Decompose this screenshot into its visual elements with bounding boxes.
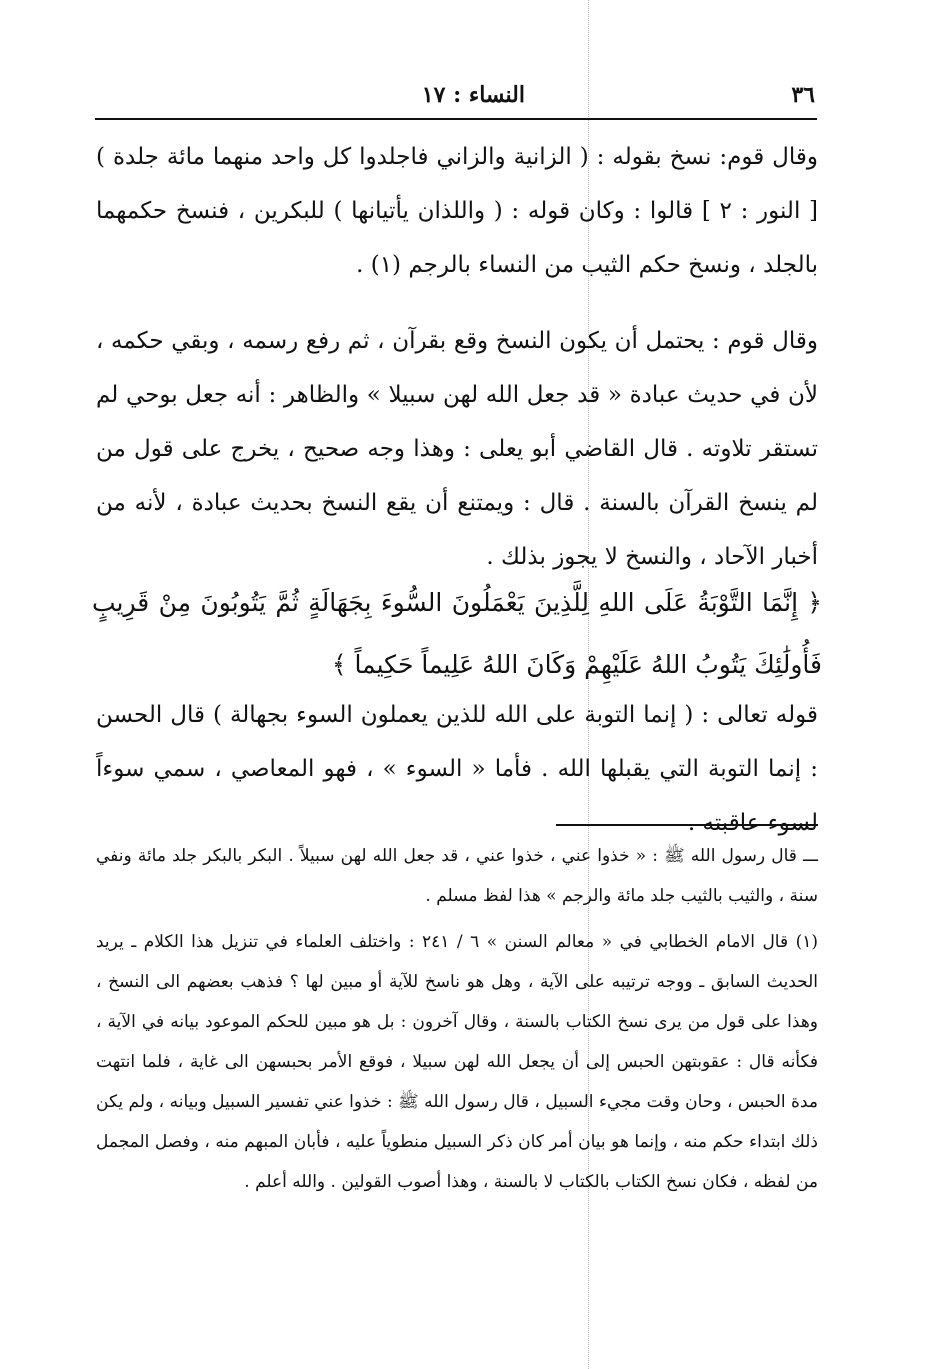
footnote-hadith: ـــ قال رسول الله ﷺ : « خذوا عني ، خذوا عني ، قد جعل الله لهن سبيلاً . البكر بالبكر جلد مائة ونفي سنة ، والثيب بالثيب جلد مائة والرجم » هذا لفظ مسلم . bbox=[96, 846, 818, 906]
main-text bbox=[96, 130, 818, 606]
quran-verse: ﴿ إِنَّمَا التَّوْبَةُ عَلَى اللهِ لِلَّذِينَ يَعْمَلُونَ السُّوءَ بِجَهَالَةٍ ثُمَّ يَتُوبُونَ مِنْ قَرِيبٍ فَأُولَٰئِكَ يَتُوبُ اللهُ عَلَيْهِمْ وَكَانَ اللهُ عَلِيماً حَكِيماً ﴾ bbox=[92, 588, 822, 679]
header-divider bbox=[95, 118, 817, 120]
page-header bbox=[95, 74, 815, 114]
footnote-divider bbox=[556, 824, 818, 826]
footnotes bbox=[96, 836, 818, 1208]
footnote-1: (١) قال الامام الخطابي في « معالم السنن » ٦ / ٢٤١ : واختلف العلماء في تنزيل هذا الكلام ـ يريد الحديث السابق ـ ووجه ترتيبه على الآية ، وهل هو ناسخ للآية أو مبين لها ؟ فذهب بعضهم الى النسخ ، وهذا على قول من يرى نسخ الكتاب بالسنة ، وقال آخرون : بل هو مبين للحكم الموعود بيانه في الآية ، فكأنه قال : عقوبتهن الحبس إلى أن يجعل الله لهن سبيلا ، فوقع الأمر بحبسهن الى غاية ، فلما انتهت مدة الحبس ، وحان وقت مجيء السبيل ، قال رسول الله ﷺ : خذوا عني تفسير السبيل وبيانه ، ولم يكن ذلك ابتداء حكم منه ، وإنما هو بيان أمر كان ذكر السبيل منطوياً عليه ، فأبان المبهم منه ، وفصل المجمل من لفظه ، فكان نسخ الكتاب بالكتاب لا بالسنة ، وهذا أصوب القولين . والله أعلم . bbox=[96, 932, 819, 1192]
paragraph-abrogation-quran: وقال قوم : يحتمل أن يكون النسخ وقع بقرآن ، ثم رفع رسمه ، وبقي حكمه ، لأن في حديث عبادة « قد جعل الله لهن سبيلا » والظاهر : أنه جعل بوحي لم تستقر تلاوته . قال القاضي أبو يعلى : وهذا وجه صحيح ، يخرج على قول من لم ينسخ القرآن بالسنة . قال : ويمتنع أن يقع النسخ بحديث عبادة ، لأنه من أخبار الآحاد ، والنسخ لا يجوز بذلك . bbox=[96, 328, 818, 570]
page-number: ٣٦ bbox=[791, 82, 815, 108]
paragraph-abrogation-verse: وقال قوم: نسخ بقوله : ( الزانية والزاني فاجلدوا كل واحد منهما مائة جلدة ) [ النور : ٢ ] قالوا : وكان قوله : ( واللذان يأتيانها ) للبكرين ، فنسخ حكمهما بالجلد ، ونسخ حكم الثيب من النساء بالرجم (١) . bbox=[96, 144, 818, 278]
surah-reference: النساء : ١٧ bbox=[421, 82, 525, 108]
verse-commentary: قوله تعالى : ( إنما التوبة على الله للذين يعملون السوء بجهالة ) قال الحسن : إنما التوبة التي يقبلها الله . فأما « السوء » ، فهو المعاصي ، سمي سوءاً لسوء عاقبته . bbox=[96, 702, 818, 836]
